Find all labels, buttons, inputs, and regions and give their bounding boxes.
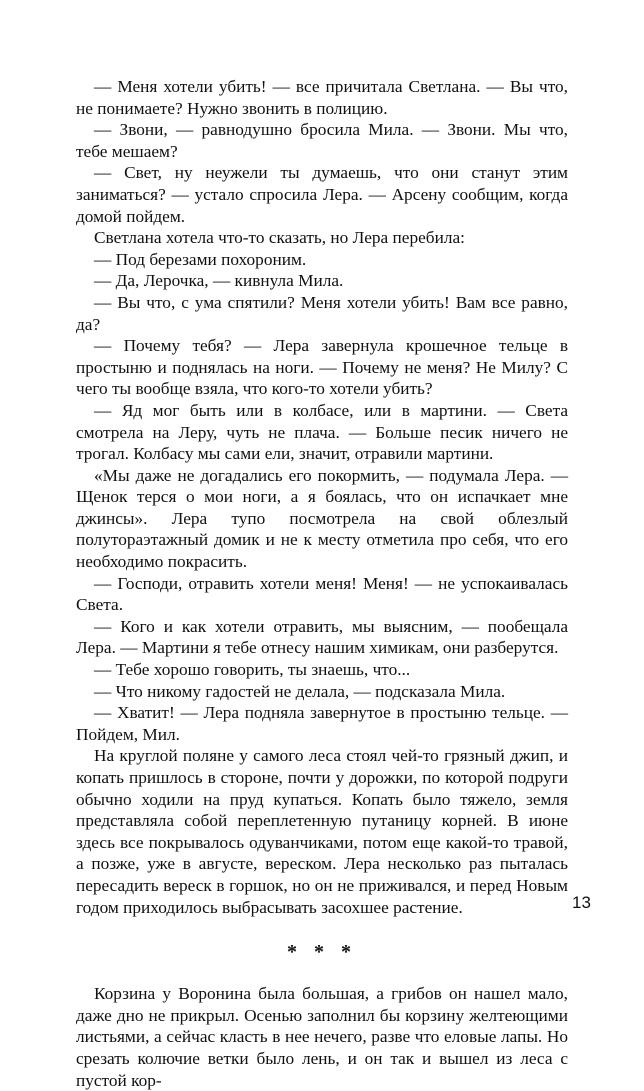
paragraph: — Почему тебя? — Лера завернула крошечное тельце в простыню и поднялась на ноги. — Почему не меня? Не Милу? С чего ты вообще взяла, что кого-то хотели убить?	[76, 336, 568, 399]
paragraph: Корзина у Воронина была большая, а грибов он нашел мало, даже дно не прикрыл. Осенью заполнил бы корзину желтеющими листьями, а сейчас класть в нее нечего, разве что еловые лапы. Но срезать колючие ветки было лень, и он так и вышел из леса с пустой кор-	[76, 984, 568, 1090]
paragraph: — Что никому гадостей не делала, — подсказала Мила.	[94, 681, 506, 701]
paragraph: — Тебе хорошо говорить, ты знаешь, что...	[94, 660, 411, 680]
section-separator: * * *	[287, 941, 357, 964]
paragraph: — Звони, — равнодушно бросила Мила. — Звони. Мы что, тебе мешаем?	[76, 120, 568, 161]
paragraph: — Да, Лерочка, — кивнула Мила.	[94, 271, 344, 291]
page-number: 13	[572, 893, 591, 912]
paragraph: — Под березами похороним.	[94, 249, 307, 269]
paragraph: «Мы даже не догадались его покормить, — подумала Лера. — Щенок терся о мои ноги, а я боялась, что он испачкает мне джинсы». Лера тупо посмотрела на свой облезлый полутораэтажный домик и не к месту отметила про себя, что его необходимо покрасить.	[76, 465, 568, 572]
paragraph: Светлана хотела что-то сказать, но Лера перебила:	[94, 228, 465, 248]
paragraph: — Хватит! — Лера подняла завернутое в простыню тельце. — Пойдем, Мил.	[76, 703, 568, 744]
paragraph: — Господи, отравить хотели меня! Меня! — не успокаивалась Света.	[76, 573, 568, 615]
paragraph: На круглой поляне у самого леса стоял чей-то грязный джип, и копать пришлось в стороне, почти у дорожки, по которой подруги обычно ходили на пруд купаться. Копать было тяжело, земля представляла собой переплетенную путаницу корней. В июне здесь все покрывалось одуванчиками, потом еще какой-то травой, а позже, уже в августе, вереском. Лера несколько раз пыталась пересадить вереск в горшок, но он не приживался, и перед Новым годом приходилось выбрасывать засохшее растение.	[76, 746, 568, 917]
paragraph: — Вы что, с ума спятили? Меня хотели убить! Вам все равно, да?	[76, 292, 568, 334]
page-body	[76, 76, 568, 1091]
paragraph: — Свет, ну неужели ты думаешь, что они станут этим заниматься? — устало спросила Лера. — Арсену сообщим, когда домой пойдем.	[76, 163, 568, 226]
paragraph: — Яд мог быть или в колбасе, или в мартини. — Света смотрела на Леру, чуть не плача. — Больше песик ничего не трогал. Колбасу мы сами ели, значит, отравили мартини.	[76, 400, 568, 464]
paragraph: — Меня хотели убить! — все причитала Светлана. — Вы что, не понимаете? Нужно звонить в полицию.	[76, 77, 568, 118]
paragraph: — Кого и как хотели отравить, мы выясним, — пообещала Лера. — Мартини я тебе отнесу нашим химикам, они разберутся.	[76, 616, 568, 658]
